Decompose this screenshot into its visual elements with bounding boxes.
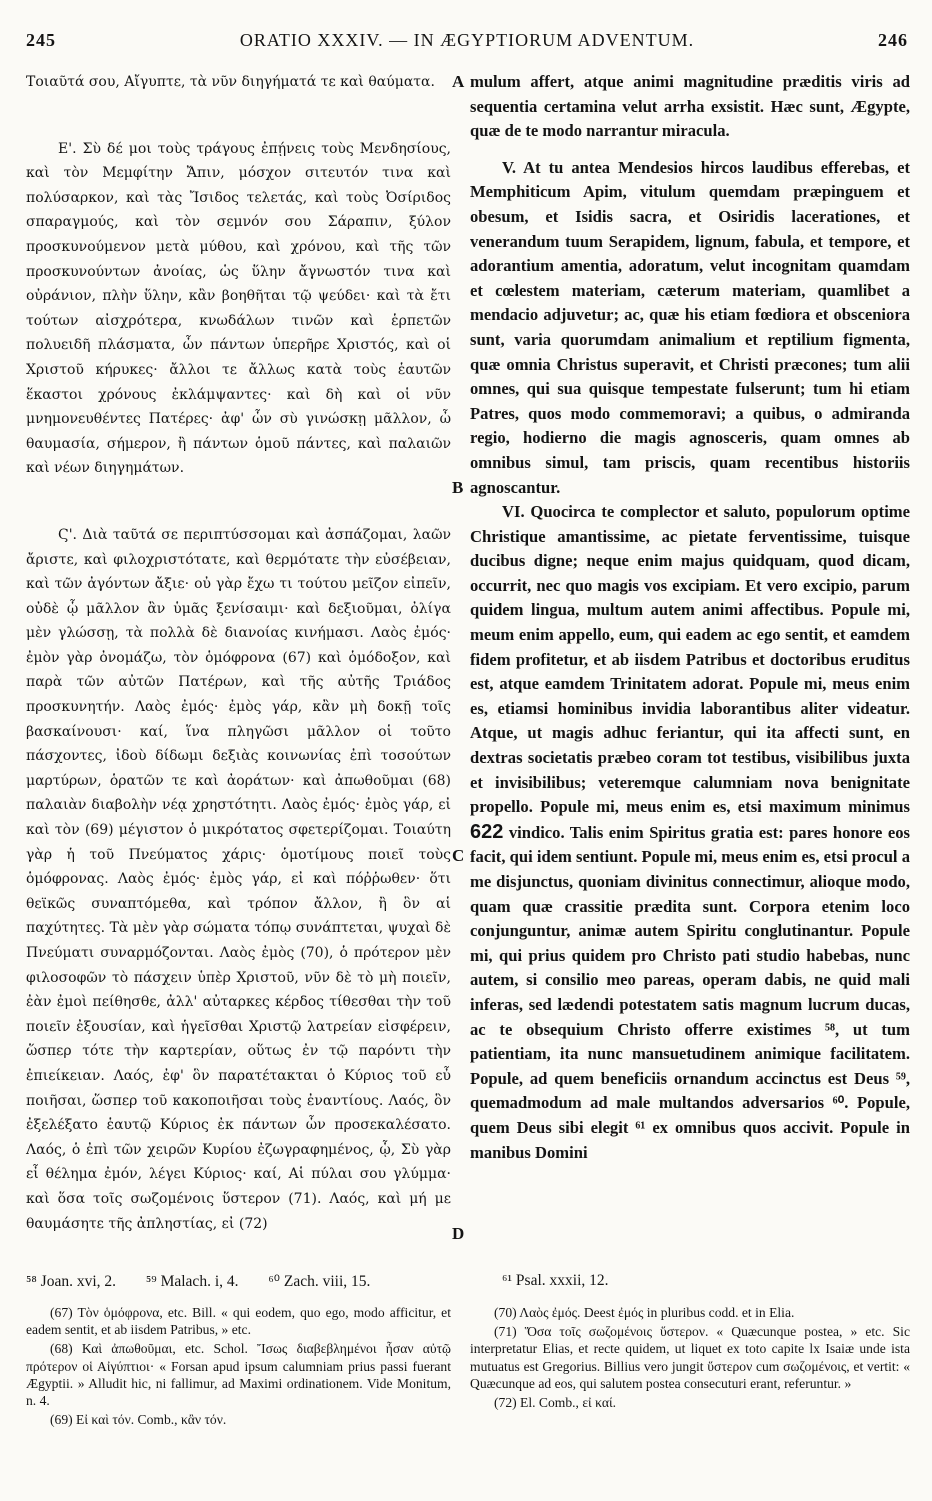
footnote-72: (72) El. Comb., εἰ καί.: [494, 1395, 617, 1411]
page-number-right: 246: [878, 30, 908, 50]
running-title: ORATIO XXXIV. — IN ÆGYPTIORUM ADVENTUM.: [239, 30, 695, 50]
spacer: [26, 95, 451, 137]
scripture-ref-59: ⁵⁹ Malach. i, 4.: [145, 1273, 239, 1290]
scripture-ref-61: ⁶¹ Psal. xxxii, 12.: [502, 1272, 609, 1289]
scripture-references: [26, 1272, 908, 1291]
spacer: [26, 481, 451, 523]
latin-paragraph-6-text-a: VI. Quocirca te complector et saluto, populorum optime Christique amantissime, ac pietate ferventissime, tuisque ducibus digne; neque enim majus quidquam, quod dicam, occurrit, nec quo magis vos excipiam. Et vero excipio, parum quidem lingua, multum autem animi affectibus. Popule mi, meum enim appello, eum, qui eadem ac ego sentit, et eamdem fidem profitetur, et ab iisdem Patribus et doctoribus eruditus est, atque eamdem Trinitatem adorat. Popule mi, meus enim es, etiamsi hominibus invidia laborantibus aliter videatur. Atque, ut magis adhuc feriantur, qui ita affecti sunt, en dextras societatis præbeo coram tot testibus, visibilibus juxta et invisibilibus; veteremque calumniam nova benignitate propello. Popule mi, meus enim es, etsi maximum minimus: [470, 502, 910, 817]
column-number: 622: [470, 820, 504, 843]
latin-paragraph-6: [470, 500, 910, 1165]
margin-letter-c: C: [452, 846, 465, 865]
latin-paragraph-1: mulum affert, atque animi magnitudine præditis viris ad sequentia certamina velut arrha exsistit. Hæc sunt, Ægypte, quæ de te modo narrantur miracula.: [470, 72, 910, 141]
scripture-ref-60: ⁶⁰ Zach. viii, 15.: [268, 1273, 371, 1290]
page-number-left: 245: [26, 30, 56, 50]
footnote-68: (68) Καὶ ἀπωθοῦμαι, etc. Schol. Ἴσως διαβεβλημένοι ἦσαν αὐτῷ πρότερον οἱ Αἰγύπτιοι· « Forsan apud ipsum calumniam prius passi fuerant Ægyptii. » Alludit hic, ni fallimur, ad Maximi ordinationem. Vide Monitum, n. 4.: [26, 1341, 451, 1409]
latin-paragraph-5: V. At tu antea Mendesios hircos laudibus efferebas, et Memphiticum Apim, vitulum quemdam præpinguem et obesum, et Isidis sacra, et Osiridis lacerationes, et venerandum tuum Serapidem, lignum, fabula, et tempore, et adorantium amentia, adoratum, velut incognitam quamdam et cœlestem materiam, cæterum materiam, quamlibet a mendacio adjuvetur; ac, quæ his etiam fœdiora et obsceniora sunt, varia quorumdam animalium et reptilium figmenta, quæ omnia Christus superavit, et Christi præcones; tum alii omnes, qui sua quisque tempestate fulserunt; tum hi etiam Patres, quos modo commemoravi; a quibus, o admiranda regio, hodierno die magis agnosceris, quam omnes ab omnibus simul, tam priscis, quam recentibus historiis agnoscantur.: [470, 157, 910, 497]
footnote-70: (70) Λαὸς ἐμός. Deest ἐμός in pluribus codd. et in Elia.: [494, 1305, 795, 1320]
footnote-69: (69) Εἰ καὶ τόν. Comb., κἂν τόν.: [50, 1412, 227, 1428]
greek-paragraph-5: Ε'. Σὺ δέ μοι τοὺς τράγους ἐπῄνεις τοὺς Μενδησίους, καὶ τὸν Μεμφίτην Ἄπιν, μόσχον σιτευτόν τινα καὶ πολύσαρκον, καὶ τὰς Ἴσιδος τελετάς, καὶ τοὺς Ὀσίριδος σπαραγμούς, καὶ τὸν σεμνόν σου Σάραπιν, ξύλον προσκυνούμενον μετὰ μύθου, καὶ χρόνου, καὶ τῆς τῶν προσκυνούντων ἀνοίας, ὡς ὕλην ἄγνωστόν τινα καὶ οὐράνιον, πλὴν ὕλην, κἂν βοηθῆται τῷ ψεύδει· καὶ τὰ ἔτι τούτων αἰσχρότερα, κνωδάλων τινῶν καὶ ἑρπετῶν πολυειδῆ πλάσματα, ὧν πάντων ὑπερῆρε Χριστός, καὶ οἱ Χριστοῦ κήρυκες· ἄλλοι τε ἄλλως κατὰ τοὺς ἑαυτῶν ἕκαστοι χρόνους ἐκλάμψαντες· καὶ δὴ καὶ οἱ νῦν μνημονευθέντες Πατέρες· ἀφ' ὧν σὺ γινώσκῃ μᾶλλον, ὦ θαυμασία, σήμερον, ἢ πάντων ὁμοῦ πάντες, καὶ παλαιῶν καὶ νέων διηγημάτων.: [26, 140, 451, 477]
footnote-67: (67) Τὸν ὁμόφρονα, etc. Bill. « qui eodem, quo ego, modo afficitur, et eadem sentit, et ab iisdem Patribus, » etc.: [26, 1305, 451, 1338]
margin-letter-a: A: [452, 72, 465, 91]
latin-paragraph-6-text-b: vindico. Talis enim Spiritus gratia est: pares honore eos facit, qui idem sentiunt. Popule mi, meus enim es, etsi procul a me disjunctus, quoniam divinitus connectimur, alioque modo, quam quæ crassitie prædita sunt. Corpora etenim loco conjunguntur, animæ autem Spiritu conglutinantur. Popule mi, qui prius quidem pro Christo pati studio habebas, nunc autem, si consilio meo pareas, operam dabis, ne quid mali inferas, sed lædendi potestatem satis magnum lucrum ducas, ac te obsequium Christo offerre existimes ⁵⁸, ut tum patientiam, ita nunc mansuetudinem animique facilitatem. Popule, ad quem beneficiis ornandum accinctus est Deus ⁵⁹, quemadmodum ad male multandos adversarios ⁶⁰. Popule, quem Deus sibi elegit ⁶¹ ex omnibus quos accivit. Popule in manibus Domini: [470, 822, 910, 1162]
spacer: [470, 144, 910, 156]
greek-paragraph-1: Τοιαῦτά σου, Αἴγυπτε, τὰ νῦν διηγήματά τε καὶ θαύματα.: [26, 74, 435, 90]
footnotes-left: [26, 1304, 451, 1430]
running-header: [26, 30, 908, 64]
greek-paragraph-6: Ϛ'. Διὰ ταῦτά σε περιπτύσσομαι καὶ ἀσπάζομαι, λαῶν ἄριστε, καὶ φιλοχριστότατε, καὶ θερμότατε τὴν εὐσέβειαν, καὶ τῶν ἀγόντων ἄξιε· οὐ γὰρ ἔχω τι τούτου μεῖζον εἰπεῖν, οὐδὲ ᾧ μᾶλλον ἂν ὑμᾶς ξενίσαιμι· καὶ δεξιοῦμαι, ὀλίγα μὲν γλώσσῃ, τὰ πολλὰ δὲ διανοίας κινήμασι. Λαὸς ἐμός· ἐμὸν γὰρ ὀνομάζω, τὸν ὁμόφρονα (67) καὶ ὁμόδοξον, καὶ παρὰ τῶν αὐτῶν Πατέρων, καὶ τῆς αὐτῆς Τριάδος προσκυνητήν. Λαὸς ἐμός· ἐμὸς γάρ, κἂν μὴ δοκῇ τοῖς βασκαίνουσι· καί, ἵνα πληγῶσι μᾶλλον οἱ τοῦτο πάσχοντες, ἰδοὺ δίδωμι δεξιὰς κοινωνίας ἐπὶ τοσούτων μαρτύρων, ὁρατῶν τε καὶ ἀοράτων· καὶ ἀπωθοῦμαι (68) παλαιὰν διαβολὴν νέᾳ χρηστότητι. Λαὸς ἐμός· ἐμὸς γάρ, εἰ καὶ τὸν (69) μέγιστον ὁ μικρότατος σφετερίζομαι. Τοιαύτη γὰρ ἡ τοῦ Πνεύματος χάρις· ὁμοτίμους ποιεῖ τοὺς ὁμόφρονας. Λαὸς ἐμός· ἐμὸς γάρ, εἰ καὶ πόῤῥωθεν· ὅτι θεϊκῶς συναπτόμεθα, καὶ τρόπον ἄλλον, ἢ ὃν αἱ παχύτητες. Τὰ μὲν γὰρ σώματα τόπῳ συνάπτεται, ψυχαὶ δὲ Πνεύματι συναρμόζονται. Λαὸς ἐμὸς (70), ὁ πρότερον μὲν φιλοσοφῶν τὸ πάσχειν ὑπὲρ Χριστοῦ, νῦν δὲ τὸ μὴ ποιεῖν, ἐὰν ἐμοὶ πείθησθε, ἀλλ' αὐταρκες κέρδος τίθεσθαι τὴν τοῦ ποιεῖν ἐξουσίαν, καὶ ἡγεῖσθαι Χριστῷ λατρείαν εἰσφέρειν, ὥσπερ τότε τὴν καρτερίαν, οὕτως ἐν τῷ παρόντι τὴν ἐπιείκειαν. Λαός, ἐφ' ὃν παρατέτακται ὁ Κύριος τοῦ εὖ ποιῆσαι, ὥσπερ τοῦ κακοποιῆσαι τοὺς ἐναντίους. Λαός, ὃν ἐξελέξατο ἑαυτῷ Κύριος ἐκ πάντων ὧν προσεκαλέσατο. Λαός, ὁ ἐπὶ τῶν χειρῶν Κυρίου ἐζωγραφημένος, ᾧ, Σὺ γὰρ εἶ θέλημα ἐμόν, λέγει Κύριος· καί, Αἱ πύλαι σου γλύμμα· καὶ ὅσα τοῖς σωζομένοις ὕστερον (71). Λαός, καὶ μή με θαυμάσητε τῆς ἀπληστίας, εἰ (72): [26, 526, 451, 1232]
footnotes-right: [470, 1304, 910, 1413]
margin-letter-d: D: [452, 1224, 465, 1243]
latin-column: [470, 70, 910, 1165]
scripture-ref-58: ⁵⁸ Joan. xvi, 2.: [26, 1273, 117, 1290]
footnote-71: (71) Ὅσα τοῖς σωζομένοις ὕστερον. « Quæcunque postea, » etc. Sic interpretatur Elias, et recte quidem, ut liquet ex toto capite lx Isaiæ unde ista mutuatus est Gregorius. Billius vero jungit ὕστερον cum σωζομένοις, et vertit: « Quæcunque ad eos, qui salutem postea consecuturi erant, referuntur. »: [470, 1324, 910, 1391]
greek-column: [26, 70, 451, 1236]
margin-letter-b: B: [452, 478, 464, 497]
